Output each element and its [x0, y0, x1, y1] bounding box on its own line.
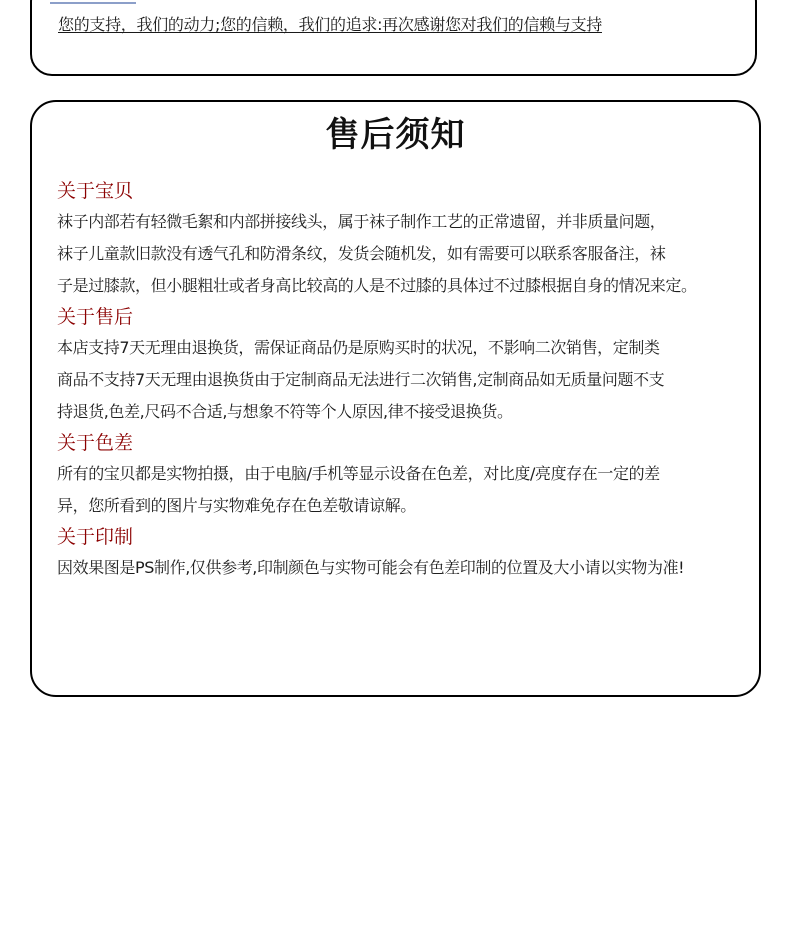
paragraph-line: 子是过膝款，但小腿粗壮或者身高比较高的人是不过膝的具体过不过膝根据自身的情况来定。 — [57, 276, 697, 295]
paragraph-line: 袜子儿童款旧款没有透气孔和防滑条纹，发货会随机发，如有需要可以联系客服备注，袜 — [57, 244, 666, 263]
section-heading: 关于印制 — [57, 526, 134, 548]
paragraph-line: 本店支持7天无理由退换货，需保证商品仍是原购买时的状况，不影响二次销售，定制类 — [57, 338, 660, 357]
thanks-message: 您的支持，我们的动力;您的信赖，我们的追求:再次感谢您对我们的信赖与支持 — [58, 15, 602, 34]
paragraph-line: 异，您所看到的图片与实物难免存在色差敬请谅解。 — [57, 496, 416, 515]
paragraph-line: 商品不支持7天无理由退换货由于定制商品无法进行二次销售,定制商品如无质量问题不支 — [57, 370, 665, 389]
top-note-card — [30, 0, 757, 76]
section-heading: 关于售后 — [57, 306, 134, 328]
section-about-printing — [57, 522, 737, 584]
after-sales-notice-card — [30, 100, 761, 697]
notice-content — [57, 176, 737, 584]
top-accent-bar — [50, 2, 136, 4]
section-heading: 关于色差 — [57, 432, 134, 454]
paragraph-line: 持退货,色差,尺码不合适,与想象不符等个人原因,律不接受退换货。 — [57, 402, 513, 421]
notice-title: 售后须知 — [325, 115, 466, 155]
paragraph-line: 因效果图是PS制作,仅供参考,印制颜色与实物可能会有色差印制的位置及大小请以实物为准! — [57, 558, 685, 577]
paragraph-line: 袜子内部若有轻微毛絮和内部拼接线头，属于袜子制作工艺的正常遗留，并非质量问题， — [57, 212, 666, 231]
section-about-product — [57, 176, 737, 302]
paragraph-line: 所有的宝贝都是实物拍摄，由于电脑/手机等显示设备在色差，对比度/亮度存在一定的差 — [57, 464, 660, 483]
section-about-color-difference — [57, 428, 737, 522]
section-heading: 关于宝贝 — [57, 180, 134, 202]
section-about-after-sales — [57, 302, 737, 428]
